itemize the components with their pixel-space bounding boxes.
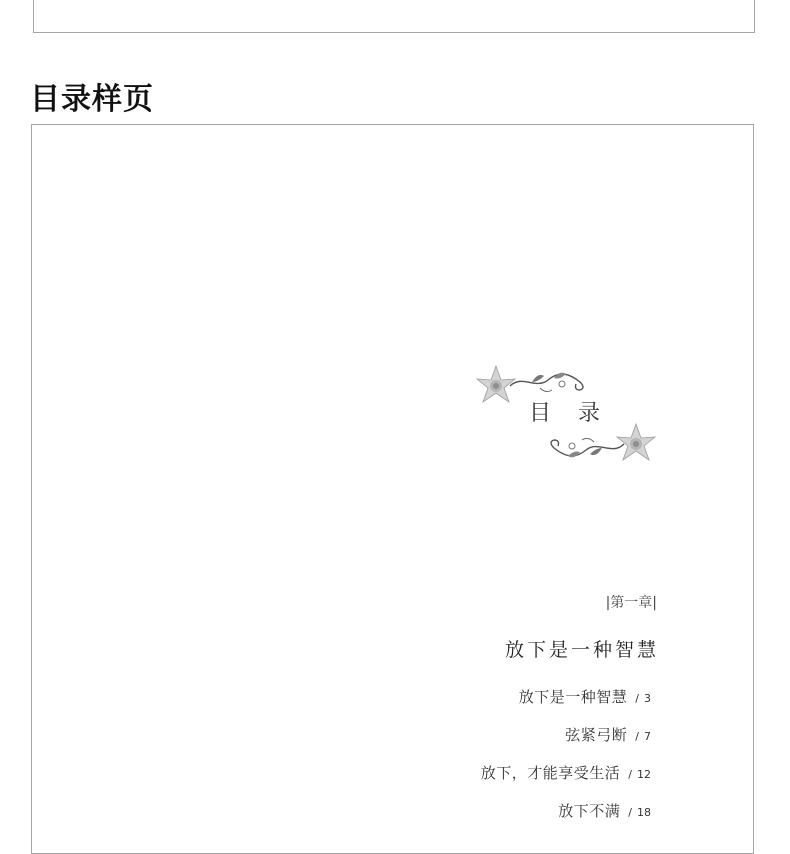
toc-entry-separator: / <box>628 806 632 819</box>
section-heading: 目录样页 <box>30 82 154 117</box>
chapter-title: 放下是一种智慧 <box>504 639 659 661</box>
toc-entry <box>331 724 651 762</box>
toc-entry-page-number: 12 <box>637 768 651 781</box>
toc-entry-page-number: 3 <box>644 692 651 705</box>
toc-entry-title: 放下不满 <box>558 802 621 820</box>
toc-entry-separator: / <box>635 730 639 743</box>
toc-title: 目 录 <box>529 401 610 426</box>
toc-entry-list <box>331 686 651 838</box>
flower-vine-ornament-bottom <box>538 420 660 470</box>
toc-entry-separator: / <box>628 768 632 781</box>
toc-entry-page-number: 7 <box>644 730 651 743</box>
toc-entry <box>331 800 651 838</box>
toc-entry-title: 放下，才能享受生活 <box>480 764 621 782</box>
chapter-label: |第一章| <box>605 595 657 611</box>
toc-entry-title: 放下是一种智慧 <box>518 688 628 706</box>
toc-entry-page-number: 18 <box>637 806 651 819</box>
toc-entry <box>331 686 651 724</box>
toc-entry <box>331 762 651 800</box>
toc-entry-title: 弦紧弓断 <box>565 726 628 744</box>
previous-section-frame <box>33 0 755 33</box>
toc-entry-separator: / <box>635 692 639 705</box>
